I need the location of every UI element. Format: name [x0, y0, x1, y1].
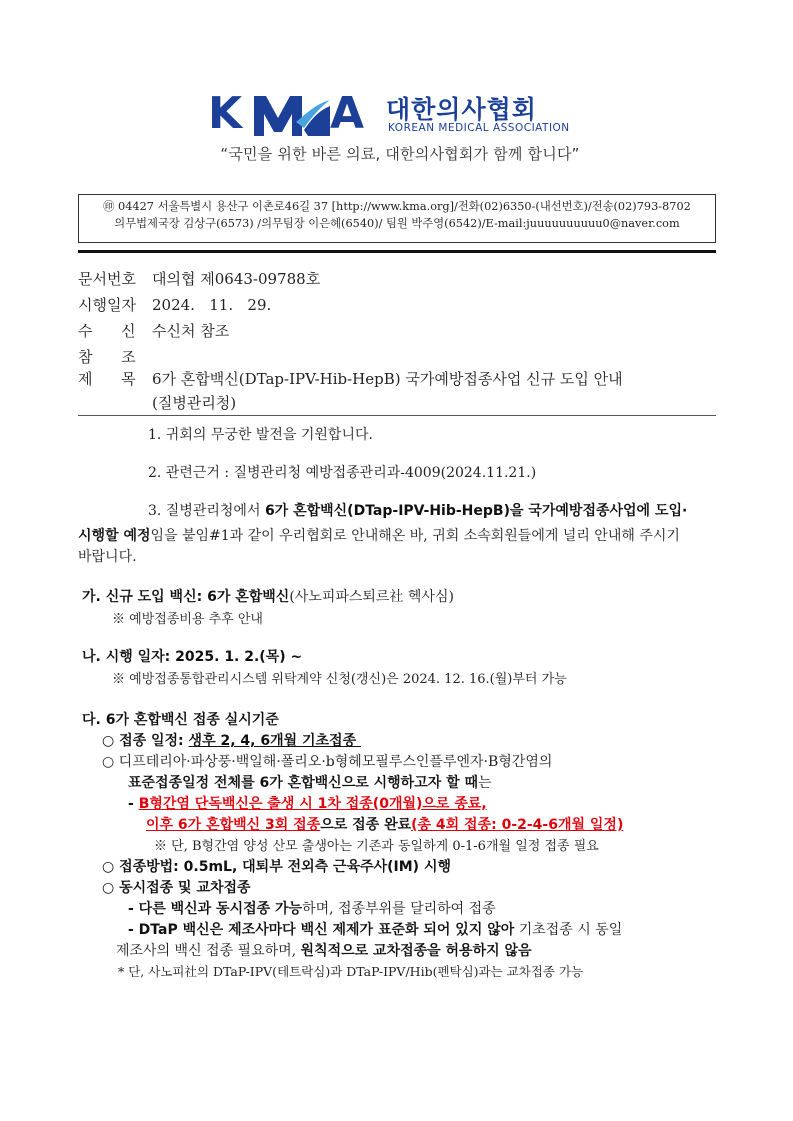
- date-value: 2024. 11. 29.: [152, 296, 272, 314]
- kma-logo: [208, 88, 588, 139]
- section-c-item-4-dash-1: [128, 898, 496, 918]
- section-a-note: ※ 예방접종비용 추후 안내: [112, 612, 263, 627]
- address-line-1: ㊞ 04427 서울특별시 용산구 이촌로46길 37 [http://www.kma.org]/전화(02)6350-(내선번호)/전송(02)793-8702: [103, 200, 691, 213]
- logo-m-wave-icon: [252, 92, 332, 138]
- subject-line-2: (질병관리청): [152, 394, 237, 412]
- doc-number-row: [78, 268, 320, 289]
- item-2-dash: -: [128, 796, 139, 812]
- address-box: [78, 194, 716, 243]
- section-c-item-2-dash-2: [146, 814, 623, 834]
- logo-name-korean: 대한의사협회: [386, 95, 537, 124]
- doc-number-label: 문서번호: [78, 270, 136, 288]
- p3-rest: 임을 붙임#1과 같이 우리협회로 안내해온 바, 귀회 소속회원들에게 널리 안내해 주시기: [150, 528, 680, 544]
- section-c-item-2-dash-1: [128, 793, 487, 813]
- section-c-item-1: [102, 730, 361, 750]
- paragraph-2: 2. 관련근거 : 질병관리청 예방접종관리과-4009(2024.11.21.): [148, 465, 537, 481]
- section-c-item-2-line-1: ○ 디프테리아·파상풍·백일해·폴리오·b형헤모필루스인플루엔자·B형간염의: [102, 754, 553, 770]
- reference-label: 참 조: [78, 348, 136, 366]
- section-a-heading-tail: (사노피파스퇴르社 헥사심): [289, 589, 454, 605]
- section-c-item-2-note: ※ 단, B형간염 양성 산모 출생아는 기존과 동일하게 0-1-6개월 일정 접종 필요: [154, 839, 599, 854]
- subject-divider: [78, 415, 716, 416]
- p3-intro: 3. 질병관리청에서: [148, 503, 265, 519]
- paragraph-3-line-3: 바랍니다.: [78, 549, 137, 565]
- item-4-tail-2: 기초접종 시 동일: [514, 922, 623, 938]
- subject-line-1: 6가 혼합백신(DTap-IPV-Hib-HepB) 국가예방접종사업 신규 도입 안내: [152, 370, 623, 388]
- address-line-2: 의무법제국장 김상구(6573) /의무팀장 이은혜(6540)/ 팀원 박주영(6542)/E-mail:juuuuuuuuuu0@naver.com: [114, 217, 680, 230]
- item-4-bold-1: - 다른 백신과 동시접종 가능: [128, 901, 303, 917]
- item-4-lead-3: 제조사의 백신 접종 필요하며,: [116, 943, 301, 959]
- section-c-item-4-dash-3: [116, 940, 532, 960]
- reference-row: [78, 346, 152, 367]
- paragraph-3-line-2: [78, 525, 680, 545]
- section-a-heading: 가. 신규 도입 백신: 6가 혼합백신: [82, 589, 290, 605]
- paragraph-3-line-1: [148, 500, 687, 520]
- recipient-label: 수 신: [78, 322, 136, 340]
- item-2-red-1: B형간염 단독백신은 출생 시 1차 접종(0개월)으로 종료,: [138, 796, 487, 812]
- logo-letter-a: A: [330, 88, 363, 139]
- subject-label: 제 목: [78, 370, 136, 388]
- section-a-title: [82, 586, 454, 606]
- recipient-value: 수신처 참조: [152, 322, 230, 340]
- section-c-item-2-line-2: [128, 772, 492, 792]
- p3-bold-2: 시행할 예정: [78, 528, 151, 544]
- item-1-schedule: 생후 2, 4, 6개월 기초접종: [188, 733, 361, 749]
- section-c-item-4-note: * 단, 사노피社의 DTaP-IPV(테트락심)과 DTaP-IPV/Hib(펜탁심)과는 교차접종 가능: [118, 964, 584, 979]
- item-2-red-2: 이후 6가 혼합백신 3회 접종: [146, 817, 321, 833]
- section-c-item-4: ○ 동시접종 및 교차접종: [102, 880, 251, 896]
- section-c-title: 다. 6가 혼합백신 접종 실시기준: [82, 712, 279, 728]
- item-2-bold: 표준접종일정 전체를 6가 혼합백신으로 시행하고자 할 때: [128, 775, 479, 791]
- item-2-tail: 는: [478, 775, 492, 791]
- logo-letter-k: K: [208, 88, 241, 139]
- item-4-tail-1: 하며, 접종부위를 달리하여 접종: [302, 901, 496, 917]
- section-b-title: 나. 시행 일자: 2025. 1. 2.(목) ~: [82, 649, 303, 665]
- item-4-bold-3: 원칙적으로 교차접종을 허용하지 않음: [300, 943, 532, 959]
- item-2-mid: 으로 접종 완료: [320, 817, 412, 833]
- date-row: [78, 294, 271, 315]
- recipient-row: [78, 320, 229, 341]
- section-b-note: ※ 예방접종통합관리시스템 위탁계약 신청(갱신)은 2024. 12. 16.(월)부터 가능: [112, 672, 567, 687]
- subject-row: [78, 368, 623, 389]
- date-label: 시행일자: [78, 296, 136, 314]
- header-divider: [78, 250, 716, 253]
- section-c-item-4-dash-2: [128, 919, 622, 939]
- logo-name-english: KOREAN MEDICAL ASSOCIATION: [388, 122, 570, 134]
- p3-bold: 6가 혼합백신(DTap-IPV-Hib-HepB)을 국가예방접종사업에 도입·: [264, 503, 688, 519]
- item-2-red-3: (총 4회 접종: 0-2-4-6개월 일정): [411, 817, 624, 833]
- slogan: “국민을 위한 바른 의료, 대한의사협회가 함께 합니다”: [220, 145, 580, 163]
- logo-letter-m: [252, 92, 332, 146]
- section-c-item-3: ○ 접종방법: 0.5mL, 대퇴부 전외측 근육주사(IM) 시행: [102, 859, 452, 875]
- doc-number: 대의협 제0643-09788호: [152, 270, 321, 288]
- paragraph-1: 1. 귀회의 무궁한 발전을 기원합니다.: [148, 427, 373, 443]
- item-1-lead: ○ 접종 일정:: [102, 733, 189, 749]
- item-4-bold-2: - DTaP 백신은 제조사마다 백신 제제가 표준화 되어 있지 않아: [128, 922, 515, 938]
